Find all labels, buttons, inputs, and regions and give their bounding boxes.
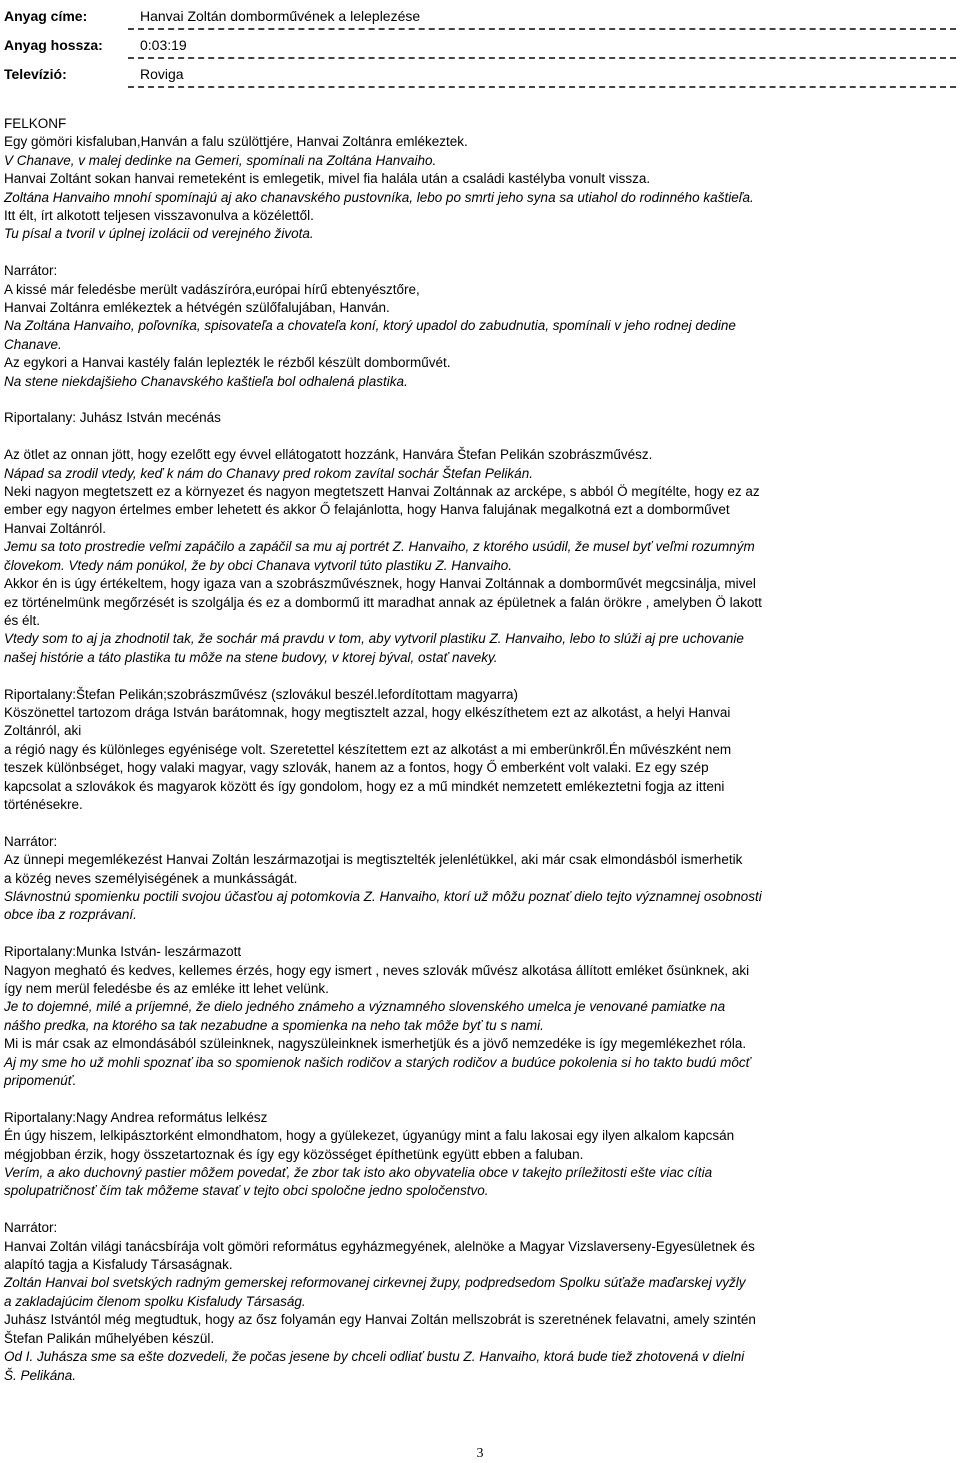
text-line: kapcsolat a szlovákok és magyarok között és így gondolom, hogy ez a mű mindkét nemzetett emlékeztetni fogja az itteni [4, 778, 725, 794]
header-tv-row [0, 62, 960, 91]
slovak-line: a zakladajúcim členom spolku Kisfaludy Társaság. [4, 1293, 306, 1309]
slovak-line: Na stene niekdajšieho Chanavského kaštieľa bol odhalená plastika. [4, 373, 408, 389]
text-line: és élt. [4, 612, 41, 628]
tv-value: Roviga [140, 66, 184, 82]
text-line: Riportalany:Štefan Pelikán;szobrászművész (szlovákul beszél.lefordítottam magyarra) [4, 686, 518, 702]
blank-line [4, 814, 956, 832]
text-line: Egy gömöri kisfaluban,Hanván a falu szülöttjére, Hanvai Zoltánra emlékeztek. [4, 134, 468, 150]
text-line: Nagyon megható és kedves, kellemes érzés, hogy egy ismert , neves szlovák művész alkotása állított emléket ősünknek, aki [4, 962, 750, 978]
text-line: Juhász Istvántól még megtudtuk, hogy az ősz folyamán egy Hanvai Zoltán mellszobrát is szeretnének felavatni, amely szintén [4, 1312, 756, 1328]
divider [128, 28, 956, 30]
text-line: Narrátor: [4, 833, 58, 849]
slovak-line: Tu písal a tvoril v úplnej izolácii od verejného života. [4, 226, 314, 242]
text-line: Neki nagyon megtetszett ez a környezet és nagyon megtetszett Hanvai Zoltánnak az arcképe, s abból Ö megítélte, hogy ez az [4, 484, 760, 500]
text-line: Riportalany:Munka István- leszármazott [4, 944, 242, 960]
text-line: A kissé már feledésbe merült vadászíróra,európai hírű ebtenyésztőre, [4, 281, 420, 297]
header-title-row [0, 4, 960, 33]
slovak-line: Zoltána Hanvaiho mnohí spomínajú aj ako chanavského pustovníka, lebo po smrti jeho syna sa utiahol do rodinného kaštieľa. [4, 189, 754, 205]
slovak-line: V Chanave, v malej dedinke na Gemeri, spomínali na Zoltána Hanvaiho. [4, 152, 437, 168]
slovak-line: Od I. Juhásza sme sa ešte dozvedeli, že počas jesene by chceli odliať bustu Z. Hanvaiho, ktorá bude tiež zhotovená v dielni [4, 1349, 745, 1365]
header-length-row [0, 33, 960, 62]
length-value: 0:03:19 [140, 37, 187, 53]
text-line: ember egy nagyon értelmes ember lehetett és akkor Ő felajánlotta, hogy Hanva falujának megalkotná ezt a domborművet [4, 502, 730, 518]
blank-line [4, 667, 956, 685]
slovak-line: Chanave. [4, 336, 62, 352]
slovak-line: Jemu sa toto prostredie veľmi zapáčilo a zapáčil sa mu aj portrét Z. Hanvaiho, z ktorého usúdil, že musel byť veľmi rozumným [4, 539, 755, 555]
text-line: Narrátor: [4, 263, 58, 279]
text-line: Riportalany:Nagy Andrea református lelkész [4, 1109, 268, 1125]
slovak-line: Verím, a ako duchovný pastier môžem povedať, že zbor tak isto ako obyvatelia obce v takejto príležitosti ešte viac cítia [4, 1165, 713, 1181]
slovak-line: Š. Pelikána. [4, 1367, 77, 1383]
slovak-line: nášho predka, na ktorého sa tak nezabudne a spomienka na neho tak môže byť tu s nami. [4, 1017, 544, 1033]
slovak-line: Na Zoltána Hanvaiho, poľovníka, spisovateľa a chovateľa koní, ktorý upadol do zabudnutia, spomínali v jeho rodnej dedine [4, 318, 736, 334]
title-label: Anyag címe: [4, 8, 88, 24]
text-line: Az ötlet az onnan jött, hogy ezelőtt egy évvel ellátogatott hozzánk, Hanvára Štefan Pelikán szobrászművész. [4, 447, 653, 463]
text-line: ez történelmünk megőrzését is szolgálja és ez a dombormű itt maradhat annak az épületnek a falán örökre , amelyben Ö lakott [4, 594, 762, 610]
slovak-line: Slávnostnú spomienku poctili svojou účasťou aj potomkovia Z. Hanvaiho, ktorí už môžu poznať dielo tejto významnej osobnosti [4, 888, 762, 904]
text-line: Hanvai Zoltánra emlékeztek a hétvégén szülőfalujában, Hanván. [4, 300, 390, 316]
slovak-line: obce iba z rozprávaní. [4, 907, 137, 923]
text-line: Hanvai Zoltán világi tanácsbírája volt gömöri református egyházmegyének, alelnöke a Magyar Vizslaverseny-Egyesületnek és [4, 1238, 755, 1254]
text-line: így nem merül feledésbe és az emléke itt lehet velünk. [4, 981, 329, 996]
blank-line [4, 1090, 956, 1108]
slovak-line: Aj my sme ho už mohli spoznať iba so spomienok našich rodičov a starých rodičov a budúce pokolenia si ho takto budú môcť [4, 1054, 751, 1070]
text-line: Štefan Palikán műhelyében készül. [4, 1330, 215, 1346]
slovak-line: Vtedy som to aj ja zhodnotil tak, že sochár má pravdu v tom, aby vytvoril plastiku Z. Hanvaiho, lebo to slúži aj pre uchovanie [4, 631, 744, 647]
length-label: Anyag hossza: [4, 37, 103, 53]
blank-line [4, 391, 956, 409]
blank-line [4, 925, 956, 943]
text-line: történésekre. [4, 796, 83, 812]
text-line: Köszönettel tartozom drága István barátomnak, hogy megtisztelt azzal, hogy elkészíthetem ezt az alkotást, a helyi Hanvai [4, 704, 731, 720]
text-line: a régió nagy és különleges egyénisége volt. Szeretettel készítettem ezt az alkotást a mi emberünkről.Én művészként nem [4, 741, 732, 757]
divider [128, 86, 956, 88]
blank-line [4, 1201, 956, 1219]
slovak-line: spolupatričnosť čím tak môžeme stavať v tejto obci spoločne jedno spoločenstvo. [4, 1183, 489, 1199]
blank-line [4, 428, 956, 446]
tv-label: Televízió: [4, 66, 67, 82]
text-line: alapító tagja a Kisfaludy Társaságnak. [4, 1257, 233, 1273]
title-value: Hanvai Zoltán domborművének a leleplezése [140, 8, 421, 24]
text-line: Az egykori a Hanvai kastély falán leplezték le rézből készült domborművét. [4, 355, 451, 371]
text-line: Riportalany: Juhász István mecénás [4, 410, 221, 426]
text-line: Mi is már csak az elmondásából szüleinknek, nagyszüleinknek ismerhetjük és a jövő nemzedéke is így megemlékezhet róla. [4, 1036, 747, 1052]
text-line: a közég neves személyiségének a munkásságát. [4, 870, 298, 886]
text-line: FELKONF [4, 116, 67, 131]
slovak-line: pripomenúť. [4, 1073, 77, 1089]
text-line: Akkor én is úgy értékeltem, hogy igaza van a szobrászművésznek, hogy Hanvai Zoltánnak a domborművét megcsinálja, mivel [4, 576, 756, 592]
text-line: Hanvai Zoltánról. [4, 520, 107, 536]
text-line: Hanvai Zoltánt sokan hanvai remeteként is emlegetik, mivel fia halála után a családi kastélyba vonult vissza. [4, 171, 651, 187]
text-line: Narrátor: [4, 1220, 58, 1236]
slovak-line: človekom. Vtedy nám ponúkol, že by obci Chanava vytvoril túto plastiku Z. Hanvaiho. [4, 557, 513, 573]
text-line: teszek különbséget, hogy valaki magyar, vagy szlovák, hanem az a fontos, hogy Ő emberként volt valaki. Ez egy szép [4, 760, 709, 776]
text-line: Én úgy hiszem, lelkipásztorként elmondhatom, hogy a gyülekezet, úgyanúgy mint a falu lakosai egy ilyen alkalom kapcsán [4, 1128, 735, 1144]
text-line: Itt élt, írt alkotott teljesen visszavonulva a közélettől. [4, 208, 314, 224]
text-line: Az ünnepi megemlékezést Hanvai Zoltán leszármazotjai is megtisztelték jelenlétükkel, aki már csak elmondásból ismerhetik [4, 852, 743, 868]
slovak-line: Nápad sa zrodil vtedy, keď k nám do Chanavy pred rokom zavítal sochár Štefan Pelikán. [4, 465, 533, 481]
text-line: Zoltánról, aki [4, 723, 82, 739]
slovak-line: našej histórie a táto plastika tu môže na stene budovy, v ktorej býval, ostať naveky. [4, 649, 498, 665]
text-line: mégjobban érzik, hogy összetartoznak és így egy közösséget építhetünk együtt ebben a faluban. [4, 1146, 584, 1162]
slovak-line: Zoltán Hanvai bol svetských radným gemerskej reformovanej cirkevnej župy, podpredsedom Spolku súťaže maďarskej vyžly [4, 1275, 746, 1291]
page-number: 3 [476, 1446, 484, 1461]
document-body [4, 115, 956, 1385]
blank-line [4, 244, 956, 262]
divider [128, 57, 956, 59]
slovak-line: Je to dojemné, milé a príjemné, že dielo jedného známeho a významného slovenského umelca je venované pamiatke na [4, 999, 726, 1015]
